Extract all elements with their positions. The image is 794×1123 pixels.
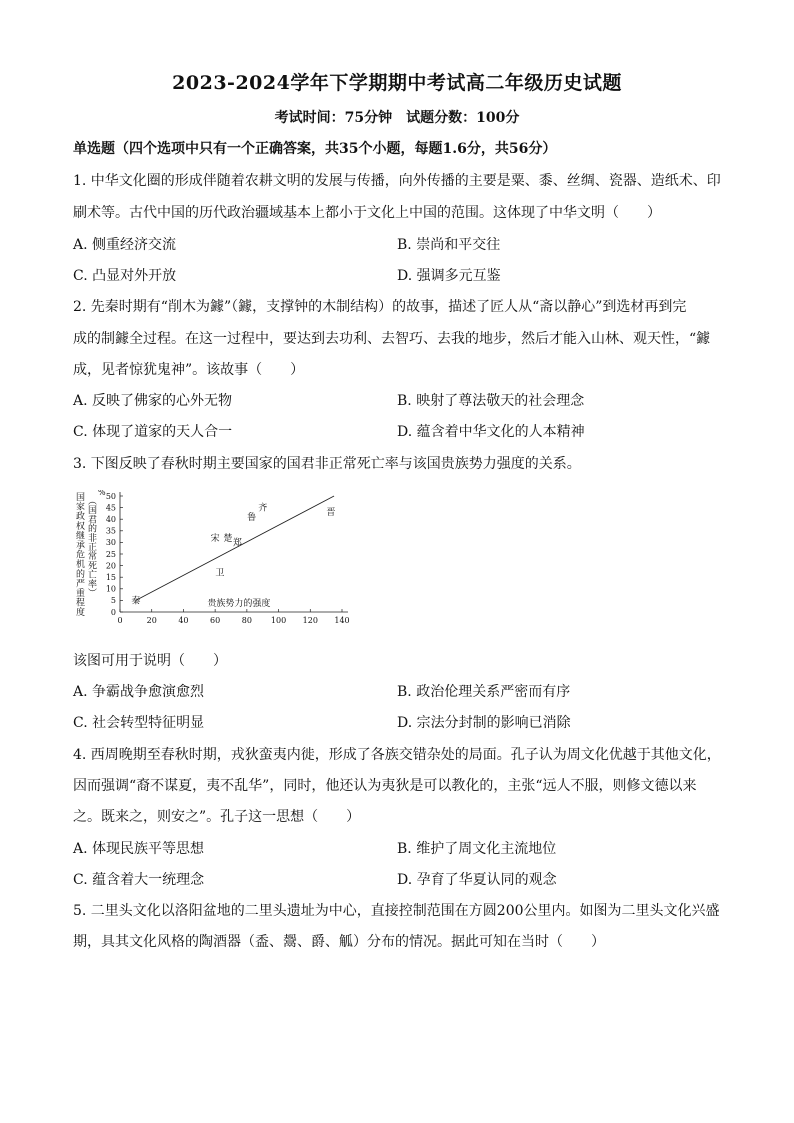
- chart-point-68-32: 楚: [223, 533, 233, 544]
- chart-x-axis-label: 贵族势力的强度: [207, 599, 271, 609]
- chart-y-axis-label: [76, 492, 97, 618]
- q5-line-2: 期，具其文化风格的陶酒器（盉、鬶、爵、觚）分布的情况。据此可知在当时（ ）: [73, 934, 605, 950]
- chart-y-label-main: 国家政权继承危机的严重程度: [76, 493, 86, 619]
- q4-option-d[interactable]: D. 孕育了华夏认同的观念: [397, 872, 557, 888]
- chart-x-tick-label: 120: [302, 616, 318, 625]
- chart-axes: [120, 492, 348, 612]
- q4-line-3: 之。既来之，则安之”。孔子这一思想（ ）: [73, 809, 361, 825]
- q1-option-a[interactable]: A. 侧重经济交流: [73, 237, 177, 253]
- q5-line-1: 5. 二里头文化以洛阳盆地的二里头遗址为中心，直接控制范围在方圆200公里内。如图为二里头文化兴盛: [73, 903, 720, 919]
- exam-title: 2023-2024学年下学期期中考试高二年级历史试题: [172, 72, 622, 94]
- q2-option-d[interactable]: D. 蕴含着中华文化的人本精神: [397, 424, 585, 440]
- chart-x-tick-label: 100: [270, 616, 287, 625]
- q1-line-1: 1. 中华文化圈的形成伴随着农耕文明的发展与传播，向外传播的主要是粟、黍、丝绸、瓷器、造纸术、印: [73, 173, 721, 189]
- chart-x-tick-label: 140: [334, 616, 350, 625]
- q4-option-a[interactable]: A. 体现民族平等思想: [73, 841, 205, 857]
- q4-option-b[interactable]: B. 维护了周文化主流地位: [397, 841, 557, 857]
- chart-point-10-5: 秦: [131, 596, 141, 607]
- chart-y-tick-label: 35: [105, 526, 116, 536]
- chart-y-tick-label: 25: [105, 549, 116, 559]
- chart-point-labels: [131, 502, 335, 607]
- q4-option-c[interactable]: C. 蕴含着大一统理念: [73, 872, 205, 888]
- chart-point-63-17: 卫: [215, 568, 225, 579]
- q3-option-d[interactable]: D. 宗法分封制的影响已消除: [397, 715, 571, 731]
- chart-x-tick-label: 40: [178, 616, 189, 625]
- chart-y-label-note: ︵国君的非正常死亡率︶: [88, 497, 98, 599]
- chart-x-tick-label: 60: [210, 616, 221, 625]
- chart-y-tick-label: 50: [105, 491, 116, 501]
- q2-line-2: 成的制鐻全过程。在这一过程中，要达到去功利、去智巧、去我的地步，然后才能入山林、观天性，“鐻: [73, 331, 711, 347]
- q3-option-c[interactable]: C. 社会转型特征明显: [73, 715, 205, 731]
- q3-line-1: 3. 下图反映了春秋时期主要国家的国君非正常死亡率与该国贵族势力强度的关系。: [73, 456, 581, 472]
- chart-point-60-32: 宋: [210, 533, 220, 544]
- q1-line-2: 刷术等。古代中国的历代政治疆域基本上都小于文化上中国的范围。这体现了中华文明（ ）: [73, 205, 661, 221]
- death-rate-chart: [70, 490, 360, 630]
- chart-x-tick-label: 0: [117, 616, 123, 625]
- q2-option-b[interactable]: B. 映射了尊法敬天的社会理念: [397, 393, 585, 409]
- q2-line-1: 2. 先秦时期有“削木为鐻”（鐻，支撑钟的木制结构）的故事，描述了匠人从“斋以静心”到选材再到完: [73, 299, 687, 315]
- chart-x-tick-label: 20: [146, 616, 157, 625]
- q2-option-c[interactable]: C. 体现了道家的天人合一: [73, 424, 233, 440]
- chart-y-tick-label: 20: [105, 561, 116, 571]
- q2-option-a[interactable]: A. 反映了佛家的心外无物: [73, 393, 233, 409]
- chart-point-133-43: 晋: [326, 508, 336, 519]
- q4-line-2: 因而强调“裔不谋夏，夷不乱华”，同时，他还认为夷狄是可以教化的，主张“远人不服，则修文德以来: [73, 778, 697, 794]
- q2-line-3: 成，见者惊犹鬼神”。该故事（ ）: [73, 362, 305, 378]
- chart-y-tick-label: 45: [105, 503, 116, 513]
- q3-option-a[interactable]: A. 争霸战争愈演愈烈: [73, 684, 205, 700]
- chart-y-ticks: [106, 492, 123, 617]
- chart-x-tick-label: 80: [241, 616, 252, 625]
- q1-option-b[interactable]: B. 崇尚和平交往: [397, 237, 501, 253]
- chart-y-tick-label: 30: [105, 538, 116, 548]
- chart-y-tick-label: 5: [110, 596, 116, 606]
- exam-subtitle: 考试时间：75分钟 试题分数：100分: [274, 110, 520, 126]
- section-heading: 单选题（四个选项中只有一个正确答案，共35个小题，每题1.6分，共56分）: [73, 141, 557, 157]
- chart-y-tick-label: 0: [110, 607, 116, 617]
- q3-stem: 该图可用于说明（ ）: [73, 653, 227, 669]
- chart-point-90-45: 齐: [258, 503, 268, 514]
- chart-point-74-30: 郑: [232, 538, 242, 549]
- q4-line-1: 4. 西周晚期至春秋时期，戎狄蛮夷内徙，形成了各族交错杂处的局面。孔子认为周文化优越于其他文化，: [73, 747, 721, 763]
- q1-option-d[interactable]: D. 强调多元互鉴: [397, 268, 501, 284]
- chart-y-tick-label: 15: [105, 573, 116, 582]
- q1-option-c[interactable]: C. 凸显对外开放: [73, 268, 177, 284]
- chart-point-83-41: 鲁: [247, 512, 257, 523]
- chart-y-unit: %: [98, 490, 106, 497]
- chart-y-tick-label: 10: [105, 584, 116, 594]
- chart-x-ticks: [117, 609, 349, 625]
- chart-y-tick-label: 40: [105, 515, 116, 524]
- q3-option-b[interactable]: B. 政治伦理关系严密而有序: [397, 684, 571, 700]
